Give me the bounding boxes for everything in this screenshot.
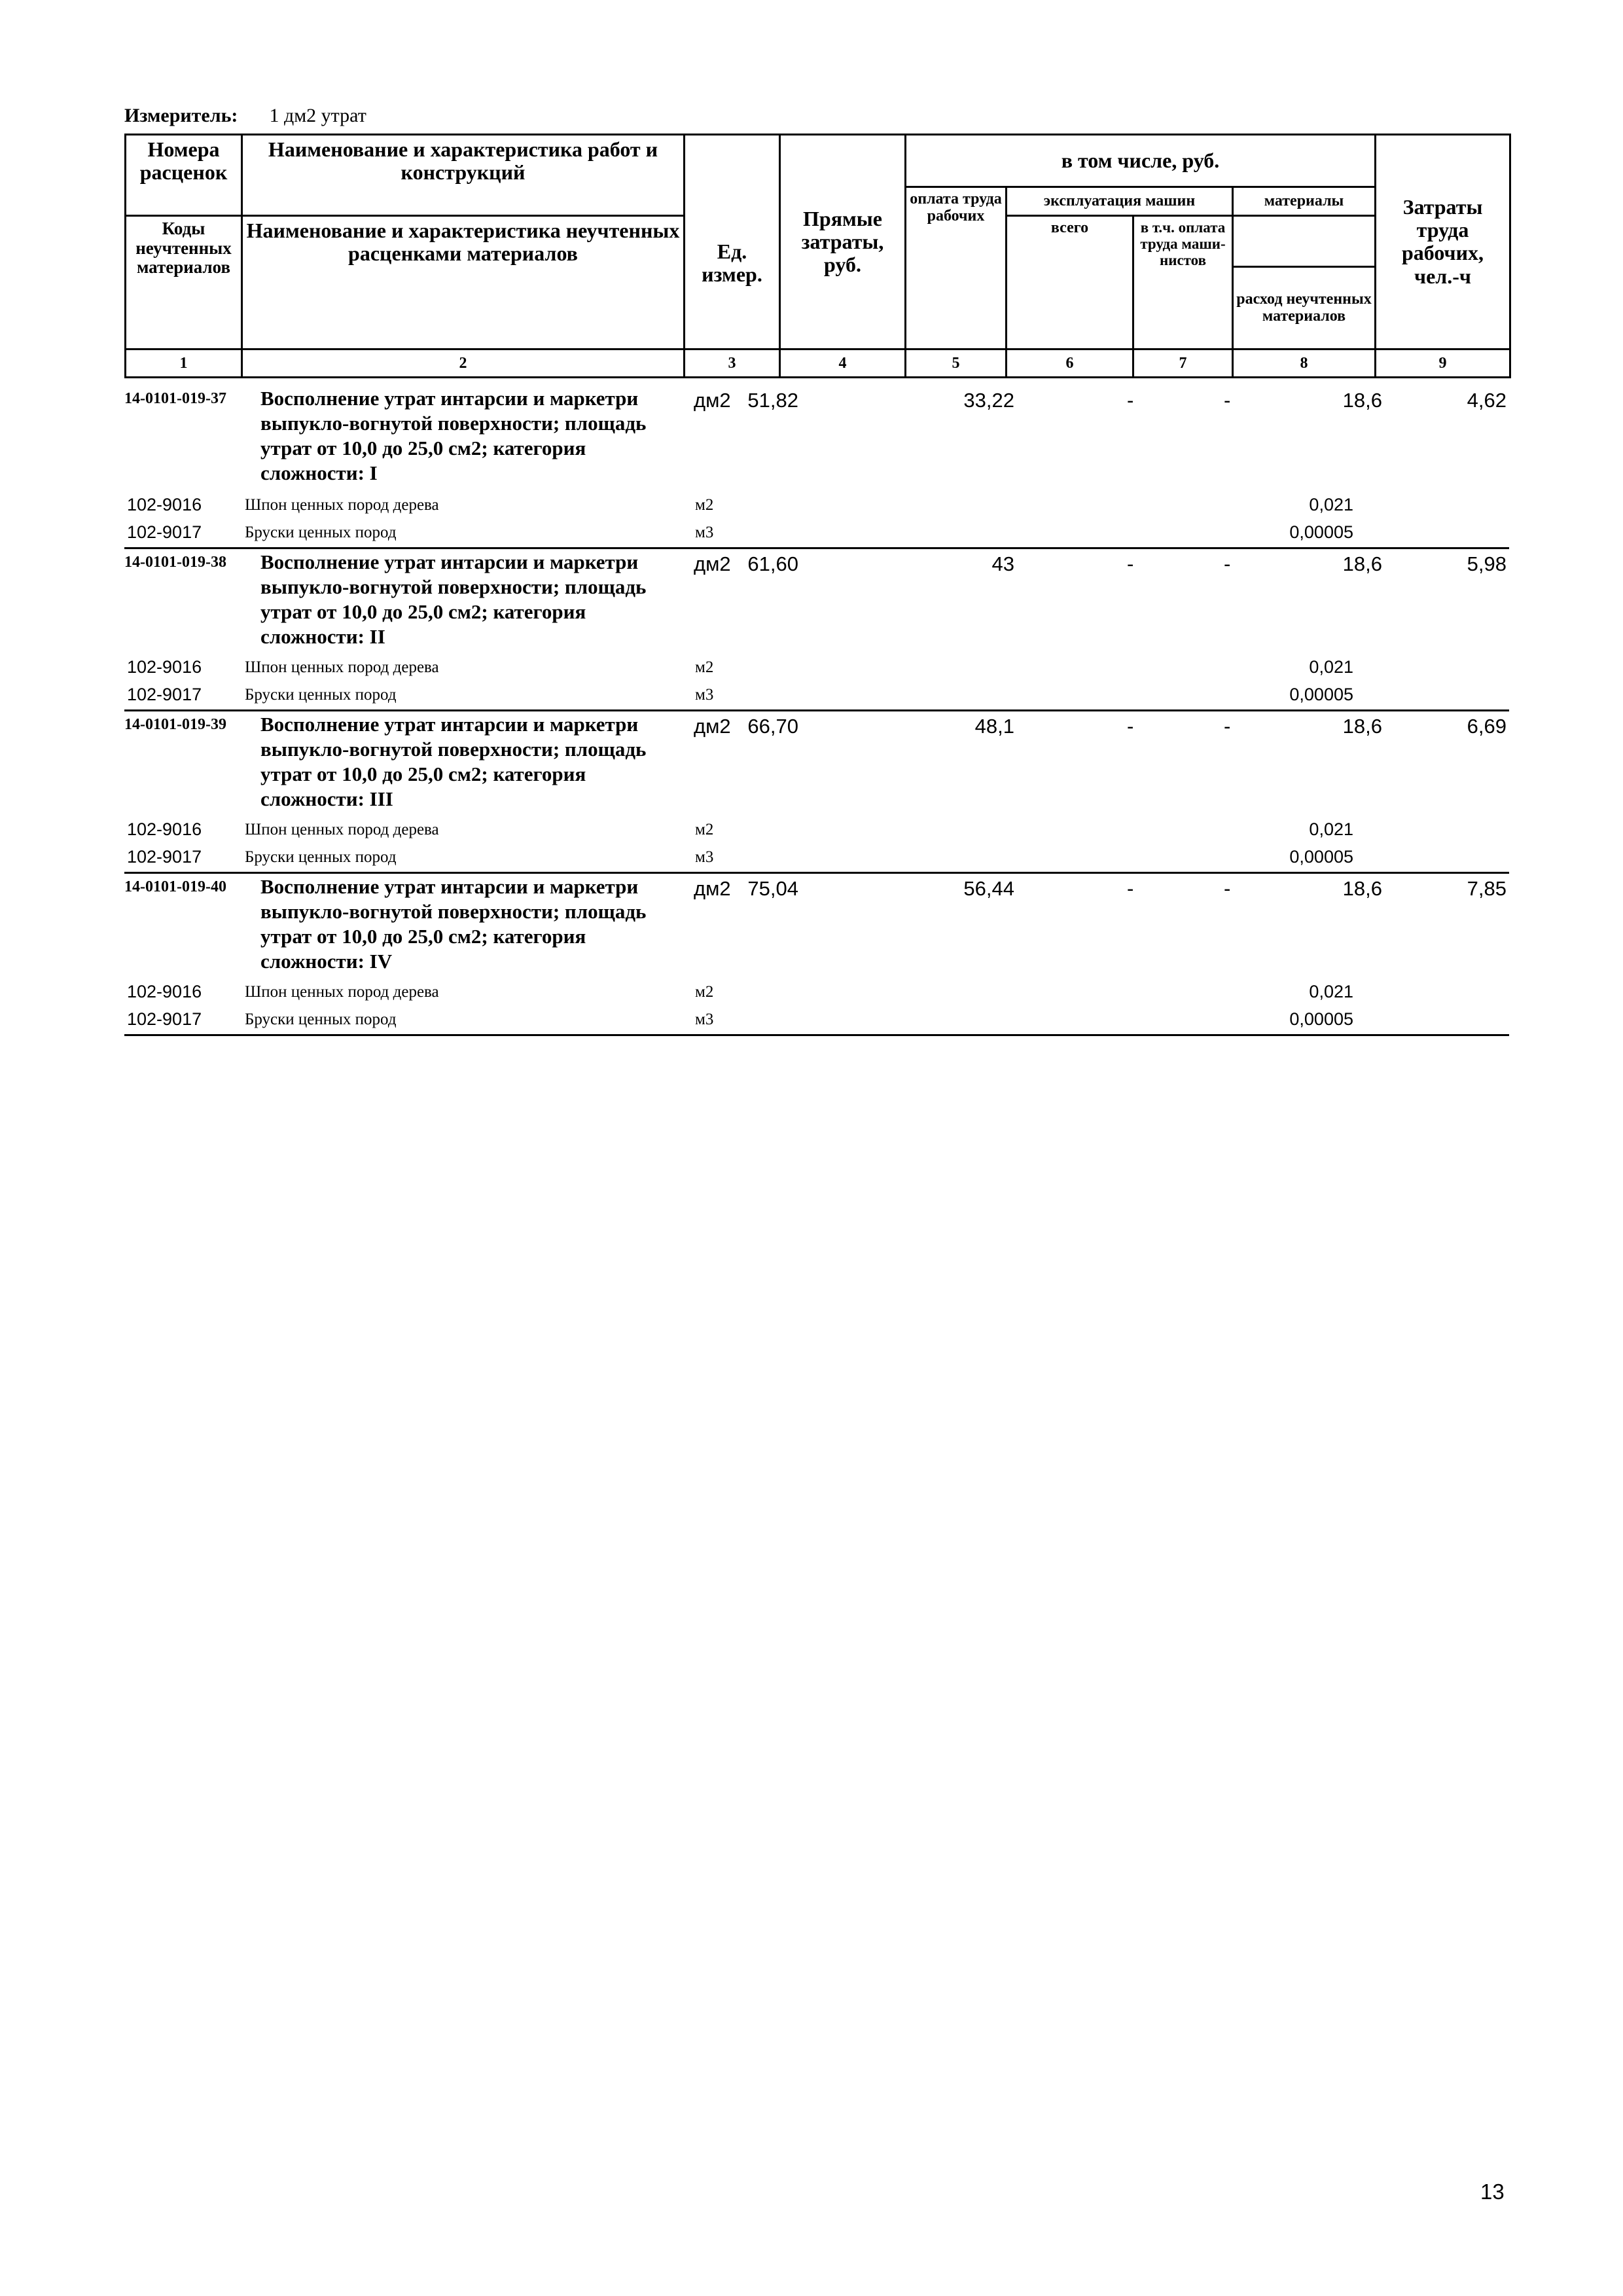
rate-materials: 18,6 bbox=[1342, 389, 1382, 412]
material-code: 102-9017 bbox=[127, 1009, 202, 1029]
rate-code: 14-0101-019-39 bbox=[124, 716, 226, 733]
material-name: Бруски ценных пород bbox=[245, 686, 397, 704]
material-row bbox=[124, 1007, 1509, 1034]
rate-materials: 18,6 bbox=[1342, 877, 1382, 900]
material-row bbox=[124, 492, 1509, 520]
material-qty: 0,00005 bbox=[1289, 522, 1353, 542]
header-direct-costs: Прямые затраты, руб. bbox=[780, 135, 906, 350]
material-code: 102-9016 bbox=[127, 819, 202, 839]
material-unit: м3 bbox=[695, 524, 714, 541]
material-unit: м3 bbox=[695, 1011, 714, 1028]
material-qty: 0,00005 bbox=[1289, 847, 1353, 867]
rate-code: 14-0101-019-37 bbox=[124, 390, 226, 407]
rate-code: 14-0101-019-38 bbox=[124, 554, 226, 571]
column-number: 5 bbox=[906, 349, 1007, 377]
header-work-name: Наименование и характеристика работ и конструкций bbox=[242, 135, 685, 187]
material-unit: м3 bbox=[695, 686, 714, 704]
material-code: 102-9017 bbox=[127, 522, 202, 542]
rate-labor-hours: 6,69 bbox=[1467, 715, 1507, 738]
rate-materials: 18,6 bbox=[1342, 715, 1382, 738]
material-row bbox=[124, 520, 1509, 547]
material-unit: м2 bbox=[695, 496, 714, 514]
material-qty: 0,021 bbox=[1309, 495, 1353, 514]
header-material-codes: Коды неучтенных материалов bbox=[126, 215, 242, 349]
header-labor-hours: Затраты труда рабочих, чел.-ч bbox=[1376, 135, 1510, 350]
rate-labor-pay: 33,22 bbox=[963, 389, 1014, 412]
rate-unit: дм2 bbox=[694, 715, 731, 738]
rate-title: Восполнение утрат интарсии и маркетри выпукло-вогнутой поверхности; площадь утрат от 10,0 до 25,0 см2; категория сложности: I bbox=[260, 387, 647, 484]
header-including: в том числе, руб. bbox=[906, 135, 1376, 187]
column-number: 8 bbox=[1233, 349, 1376, 377]
material-name: Бруски ценных пород bbox=[245, 848, 397, 866]
material-row bbox=[124, 682, 1509, 709]
material-code: 102-9016 bbox=[127, 657, 202, 677]
material-unit: м2 bbox=[695, 983, 714, 1001]
rate-row bbox=[124, 386, 1509, 491]
material-row bbox=[124, 655, 1509, 682]
rate-unit: дм2 bbox=[694, 389, 731, 412]
rate-labor-pay: 43 bbox=[991, 552, 1014, 575]
page-number: 13 bbox=[1480, 2179, 1505, 2204]
rate-labor-hours: 4,62 bbox=[1467, 389, 1507, 412]
rate-title: Восполнение утрат интарсии и маркетри выпукло-вогнутой поверхности; площадь утрат от 10,0 до 25,0 см2; категория сложности: II bbox=[260, 550, 647, 648]
material-qty: 0,021 bbox=[1309, 657, 1353, 677]
column-number: 9 bbox=[1376, 349, 1510, 377]
header-labor-pay: оплата труда рабочих bbox=[906, 187, 1007, 349]
rate-machines-total: - bbox=[1127, 552, 1134, 575]
rate-labor-hours: 5,98 bbox=[1467, 552, 1507, 575]
column-number: 6 bbox=[1007, 349, 1133, 377]
material-unit: м3 bbox=[695, 848, 714, 866]
row-divider bbox=[124, 872, 1509, 874]
material-name: Шпон ценных пород дерева bbox=[245, 983, 439, 1001]
material-row bbox=[124, 844, 1509, 872]
rate-direct-costs: 51,82 bbox=[747, 389, 798, 412]
material-row bbox=[124, 817, 1509, 844]
rate-labor-pay: 48,1 bbox=[974, 715, 1014, 738]
column-number: 4 bbox=[780, 349, 906, 377]
header-unit: Ед. измер. bbox=[685, 135, 780, 350]
header-material-names: Наименование и характеристика неучтенных расценками материалов bbox=[242, 215, 685, 349]
material-qty: 0,00005 bbox=[1289, 685, 1353, 704]
rate-direct-costs: 61,60 bbox=[747, 552, 798, 575]
column-number: 2 bbox=[242, 349, 685, 377]
material-unit: м2 bbox=[695, 658, 714, 676]
rate-machines-total: - bbox=[1127, 389, 1134, 412]
rate-machines-total: - bbox=[1127, 715, 1134, 738]
material-name: Шпон ценных пород дерева bbox=[245, 496, 439, 514]
row-divider bbox=[124, 1034, 1509, 1036]
column-number: 1 bbox=[126, 349, 242, 377]
rate-direct-costs: 66,70 bbox=[747, 715, 798, 738]
rate-unit: дм2 bbox=[694, 877, 731, 900]
rate-code: 14-0101-019-40 bbox=[124, 878, 226, 895]
rate-machines-total: - bbox=[1127, 877, 1134, 900]
material-qty: 0,021 bbox=[1309, 982, 1353, 1001]
rate-labor-hours: 7,85 bbox=[1467, 877, 1507, 900]
header-machines-total: всего bbox=[1007, 215, 1133, 349]
rate-title: Восполнение утрат интарсии и маркетри выпукло-вогнутой поверхности; площадь утрат от 10,0 до 25,0 см2; категория сложности: IV bbox=[260, 875, 647, 973]
material-qty: 0,021 bbox=[1309, 819, 1353, 839]
header-materials: материалы bbox=[1233, 187, 1376, 215]
material-code: 102-9016 bbox=[127, 495, 202, 514]
header-rate-numbers: Номера расценок bbox=[126, 135, 242, 187]
material-row bbox=[124, 979, 1509, 1007]
column-number: 3 bbox=[685, 349, 780, 377]
rate-row bbox=[124, 874, 1509, 979]
rate-unit: дм2 bbox=[694, 552, 731, 575]
row-divider bbox=[124, 547, 1509, 549]
material-qty: 0,00005 bbox=[1289, 1009, 1353, 1029]
rate-machinist-pay: - bbox=[1224, 389, 1231, 412]
meter-line bbox=[124, 105, 366, 127]
material-name: Шпон ценных пород дерева bbox=[245, 821, 439, 838]
rate-row bbox=[124, 550, 1509, 655]
rate-direct-costs: 75,04 bbox=[747, 877, 798, 900]
rate-machinist-pay: - bbox=[1224, 552, 1231, 575]
column-number: 7 bbox=[1133, 349, 1233, 377]
rate-labor-pay: 56,44 bbox=[963, 877, 1014, 900]
material-code: 102-9017 bbox=[127, 685, 202, 704]
material-unit: м2 bbox=[695, 821, 714, 838]
table-header bbox=[124, 134, 1511, 378]
material-name: Бруски ценных пород bbox=[245, 524, 397, 541]
material-name: Шпон ценных пород дерева bbox=[245, 658, 439, 676]
rate-machinist-pay: - bbox=[1224, 877, 1231, 900]
rate-title: Восполнение утрат интарсии и маркетри выпукло-вогнутой поверхности; площадь утрат от 10,0 до 25,0 см2; категория сложности: III bbox=[260, 713, 647, 810]
header-machinist-pay: в т.ч. оплата труда маши-нистов bbox=[1133, 215, 1233, 349]
header-machine-operation: эксплуатация машин bbox=[1007, 187, 1233, 215]
material-code: 102-9016 bbox=[127, 982, 202, 1001]
material-name: Бруски ценных пород bbox=[245, 1011, 397, 1028]
rate-machinist-pay: - bbox=[1224, 715, 1231, 738]
meter-value: 1 дм2 утрат bbox=[269, 105, 366, 126]
meter-label: Измеритель: bbox=[124, 105, 238, 126]
rate-row bbox=[124, 712, 1509, 817]
rate-materials: 18,6 bbox=[1342, 552, 1382, 575]
row-divider bbox=[124, 709, 1509, 711]
header-material-consumption: расход неучтенных материалов bbox=[1233, 266, 1376, 349]
material-code: 102-9017 bbox=[127, 847, 202, 867]
